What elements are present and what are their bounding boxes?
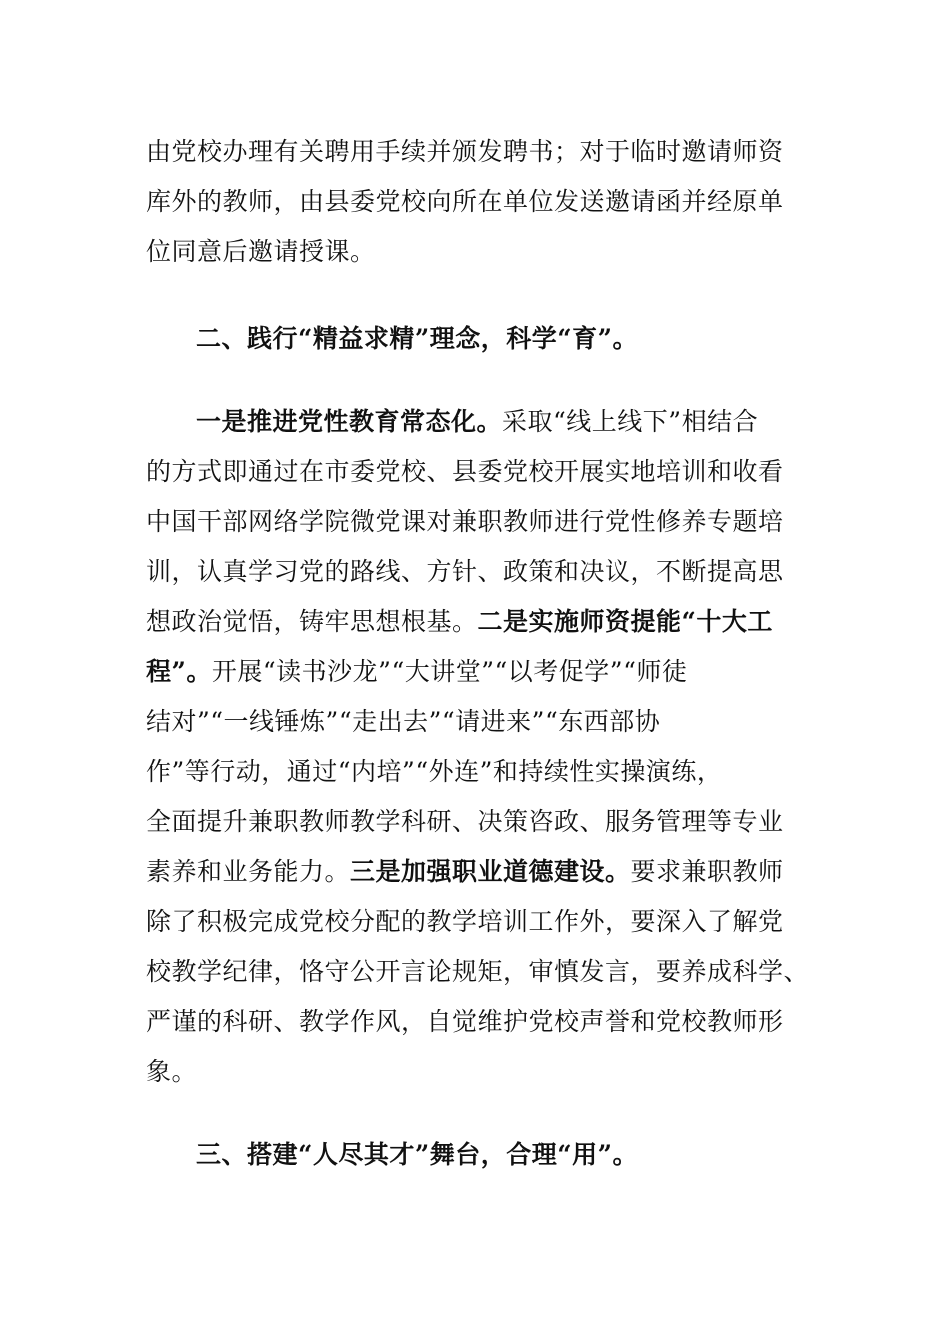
text-span: 开展“读书沙龙”“大讲堂”“以考促学”“师徒 <box>211 657 688 686</box>
text-line: 由党校办理有关聘用手续并颁发聘书；对于临时邀请师资 <box>146 137 784 166</box>
text-line: 作”等行动，通过“内培”“外连”和持续性实操演练， <box>146 757 723 786</box>
text-line: 训，认真学习党的路线、方针、政策和决议，不断提高思 <box>146 557 784 586</box>
paragraph-hiring-continuation <box>146 127 806 277</box>
bold-lead: 二是实施师资提能“十大工 <box>477 607 773 636</box>
text-line: 除了积极完成党校分配的教学培训工作外，要深入了解党 <box>146 907 784 936</box>
text-span: 想政治觉悟，铸牢思想根基。 <box>146 607 478 636</box>
section-heading-3: 三、搭建“人尽其才”舞台，合理“用”。 <box>196 1140 639 1169</box>
text-line: 严谨的科研、教学作风，自觉维护党校声誉和党校教师形 <box>146 1007 784 1036</box>
text-line <box>146 597 806 647</box>
bold-lead: 三是加强职业道德建设。 <box>350 857 631 886</box>
text-line: 位同意后邀请授课。 <box>146 237 376 266</box>
text-line: 校教学纪律，恪守公开言论规矩，审慎发言，要养成科学、 <box>146 957 810 986</box>
bold-lead: 一是推进党性教育常态化。 <box>196 407 503 436</box>
paragraph-education <box>146 397 810 1097</box>
text-span: 采取“线上线下”相结合 <box>502 407 759 436</box>
text-span: 素养和业务能力。 <box>146 857 351 886</box>
section-heading-2: 二、践行“精益求精”理念，科学“育”。 <box>196 324 639 353</box>
text-line <box>146 397 806 447</box>
text-line <box>146 647 806 697</box>
text-line: 全面提升兼职教师教学科研、决策咨政、服务管理等专业 <box>146 807 784 836</box>
text-line: 库外的教师，由县委党校向所在单位发送邀请函并经原单 <box>146 187 784 216</box>
text-line: 的方式即通过在市委党校、县委党校开展实地培训和收看 <box>146 457 784 486</box>
bold-lead: 程”。 <box>146 657 212 686</box>
text-line: 结对”“一线锤炼”“走出去”“请进来”“东西部协 <box>146 707 661 736</box>
text-line: 中国干部网络学院微党课对兼职教师进行党性修养专题培 <box>146 507 784 536</box>
text-span: 要求兼职教师 <box>630 857 784 886</box>
text-line: 象。 <box>146 1057 198 1086</box>
text-line <box>146 847 806 897</box>
